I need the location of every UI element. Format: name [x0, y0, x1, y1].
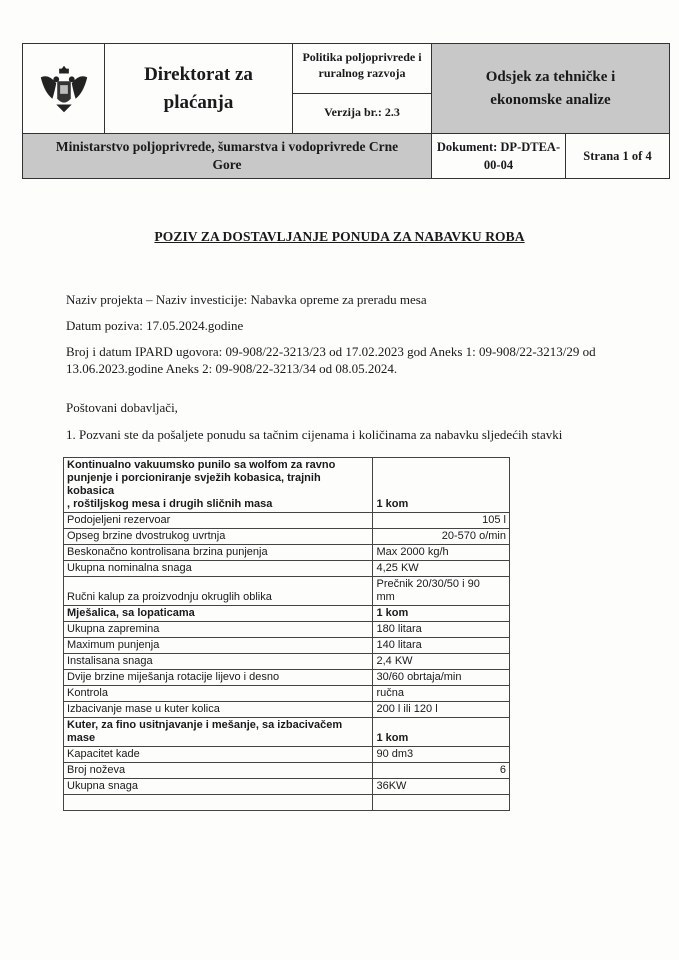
table-row: [64, 577, 510, 606]
spec-value: 30/60 obrtaja/min: [373, 670, 510, 686]
organization-name: Direktorat za plaćanja: [105, 44, 293, 134]
spec-name: Ručni kalup za proizvodnju okruglih oblika: [64, 577, 373, 606]
table-row: [64, 670, 510, 686]
table-row: [64, 747, 510, 763]
item-quantity: 1 kom: [373, 606, 510, 622]
page-number: Strana 1 of 4: [566, 134, 670, 179]
table-row: [64, 529, 510, 545]
spec-value: 4,25 KW: [373, 561, 510, 577]
invitation-date: Datum poziva: 17.05.2024.godine: [66, 318, 244, 333]
table-row: [64, 763, 510, 779]
spec-name: Broj noževa: [64, 763, 373, 779]
table-row: [64, 622, 510, 638]
spec-name: Maximum punjenja: [64, 638, 373, 654]
spec-name: Izbacivanje mase u kuter kolica: [64, 702, 373, 718]
project-name: Naziv projekta – Naziv investicije: Nabavka opreme za preradu mesa: [66, 292, 427, 307]
spec-name: Kapacitet kade: [64, 747, 373, 763]
spec-value: Max 2000 kg/h: [373, 545, 510, 561]
item-name: Mješalica, sa lopaticama: [64, 606, 373, 622]
table-row: [64, 561, 510, 577]
empty-cell: [373, 795, 510, 811]
items-table: [63, 457, 510, 811]
item-name: Kuter, za fino usitnjavanje i mešanje, sa izbacivačem mase: [64, 718, 373, 747]
spec-name: Instalisana snaga: [64, 654, 373, 670]
policy-name-line1: Politika poljoprivrede i: [302, 50, 422, 64]
montenegro-coat-of-arms-icon: [33, 58, 95, 120]
spec-name: Dvije brzine miješanja rotacije lijevo i desno: [64, 670, 373, 686]
empty-cell: [64, 795, 373, 811]
spec-value: 36KW: [373, 779, 510, 795]
spec-value: 20-570 o/min: [373, 529, 510, 545]
spec-value: 6: [373, 763, 510, 779]
spec-name: Opseg brzine dvostrukog uvrtnja: [64, 529, 373, 545]
item-name: Kontinualno vakuumsko punilo sa wolfom za ravno punjenje i porcioniranje svježih kobasica, trajnih kobasica , roštiljskog mesa i drugih sličnih masa: [64, 458, 373, 513]
table-row: [64, 718, 510, 747]
table-row: [64, 513, 510, 529]
table-row: [64, 779, 510, 795]
logo-cell: [23, 44, 105, 134]
document-header-table: [22, 43, 670, 179]
spec-value: 2,4 KW: [373, 654, 510, 670]
policy-name-line2: ruralnog razvoja: [318, 66, 406, 80]
version-label: Verzija br.: 2.3: [293, 93, 431, 128]
spec-value: Prečnik 20/30/50 i 90 mm: [373, 577, 510, 606]
table-row: [64, 686, 510, 702]
instruction-text: 1. Pozvani ste da pošaljete ponudu sa tačnim cijenama i količinama za nabavku sljedećih stavki: [66, 427, 563, 442]
spec-value: 140 litara: [373, 638, 510, 654]
spec-name: Ukupna nominalna snaga: [64, 561, 373, 577]
spec-name: Beskonačno kontrolisana brzina punjenja: [64, 545, 373, 561]
table-row: [64, 654, 510, 670]
table-row: [64, 458, 510, 513]
ministry-name: Ministarstvo poljoprivrede, šumarstva i vodoprivrede Crne Gore: [23, 134, 432, 179]
spec-value: 200 l ili 120 l: [373, 702, 510, 718]
table-row: [64, 545, 510, 561]
spec-name: Ukupna snaga: [64, 779, 373, 795]
spec-value: 90 dm3: [373, 747, 510, 763]
spec-name: Kontrola: [64, 686, 373, 702]
table-row: [64, 606, 510, 622]
table-row: [64, 638, 510, 654]
document-title: POZIV ZA DOSTAVLJANJE PONUDA ZA NABAVKU ROBA: [154, 229, 525, 244]
spec-name: Podojeljeni rezervoar: [64, 513, 373, 529]
spec-value: ručna: [373, 686, 510, 702]
department-name: Odsjek za tehničke i ekonomske analize: [432, 44, 670, 134]
table-row: [64, 702, 510, 718]
policy-version-cell: [293, 44, 432, 134]
document-code: Dokument: DP-DTEA- 00-04: [432, 134, 566, 179]
spec-value: 105 l: [373, 513, 510, 529]
spec-value: 180 litara: [373, 622, 510, 638]
greeting: Poštovani dobavljači,: [66, 400, 178, 415]
item-quantity: 1 kom: [373, 718, 510, 747]
spec-name: Ukupna zapremina: [64, 622, 373, 638]
item-quantity: 1 kom: [373, 458, 510, 513]
ipard-contract: Broj i datum IPARD ugovora: 09-908/22-3213/23 od 17.02.2023 god Aneks 1: 09-908/22-3213/29 od 13.06.2023.godine Aneks 2: 09-908/22-3213/34 od 08.05.2024.: [66, 344, 596, 376]
table-row-empty: [64, 795, 510, 811]
